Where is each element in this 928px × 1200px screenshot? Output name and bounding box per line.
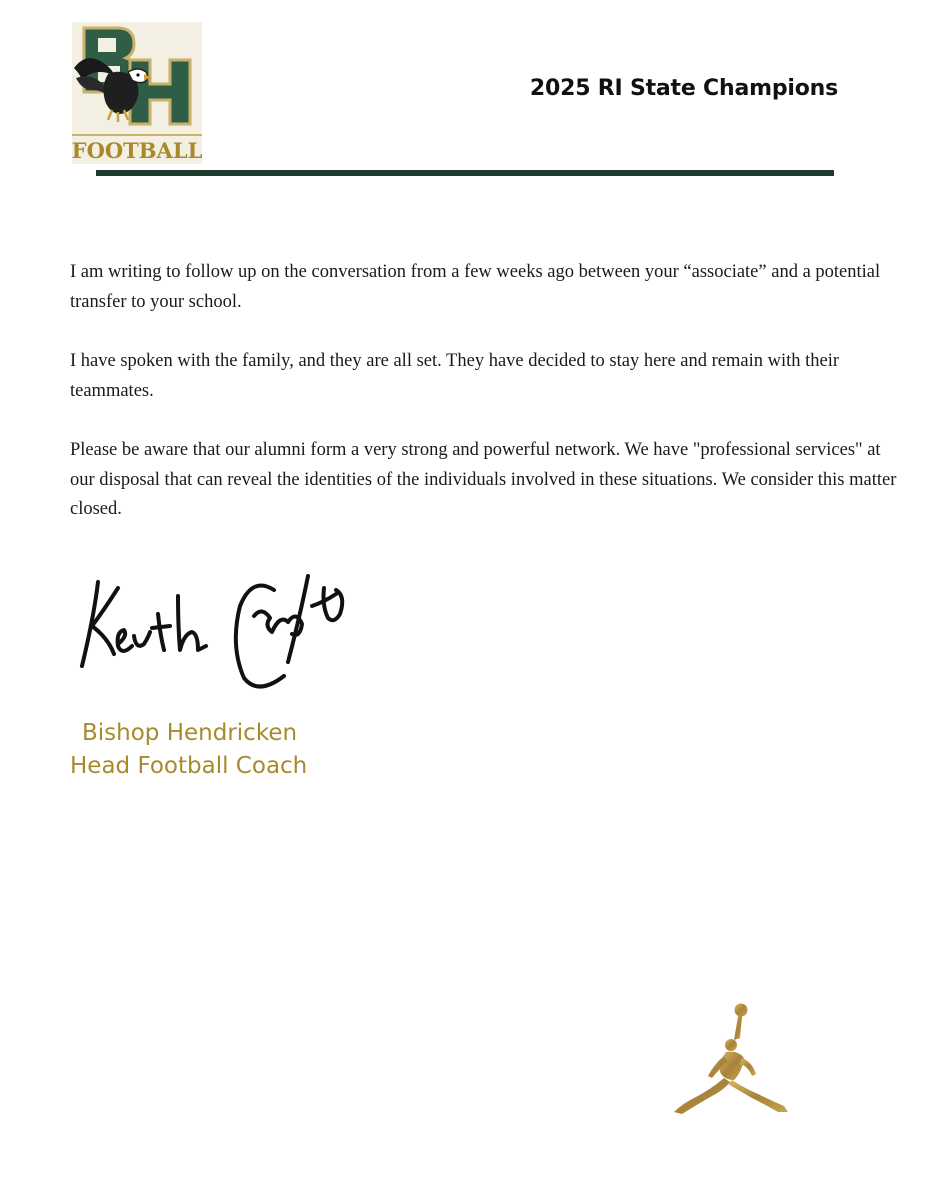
header-divider — [96, 170, 834, 176]
team-logo — [72, 22, 202, 164]
page-title: 2025 RI State Champions — [529, 76, 838, 101]
logo-wordmark: FOOTBALL — [72, 138, 202, 163]
letter-paragraph: Please be aware that our alumni form a very strong and powerful network. We have "professional services" at our disposal that can reveal the identities of the individuals involved in these situations. We consider this matter closed. — [70, 440, 897, 519]
handwritten-signature — [74, 566, 354, 698]
signer-school: Bishop Hendricken — [82, 720, 298, 746]
signer-title: Head Football Coach — [70, 753, 308, 779]
letter-paragraph: I have spoken with the family, and they are all set. They have decided to stay here and remain with their teammates. — [70, 351, 840, 401]
letter-body — [70, 258, 900, 555]
letter-paragraph: I am writing to follow up on the conversation from a few weeks ago between your “associate” and a potential transfer to your school. — [70, 262, 881, 312]
jumpman-icon — [668, 1000, 796, 1118]
